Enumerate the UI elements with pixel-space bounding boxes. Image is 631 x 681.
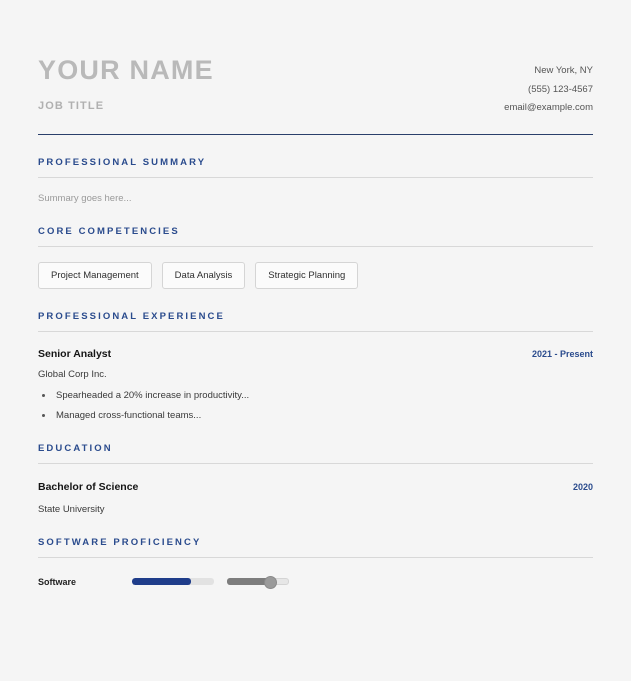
section-title-software: SOFTWARE PROFICIENCY [38,536,202,548]
summary-text[interactable]: Summary goes here... [38,192,132,204]
contact-phone: (555) 123-4567 [528,83,593,95]
education-year[interactable]: 2020 [572,481,593,492]
section-title-summary: PROFESSIONAL SUMMARY [38,156,207,168]
resume-header [38,0,593,118]
section-title-education: EDUCATION [38,442,113,454]
experience-bullet-list [38,390,593,421]
software-progress-fill [132,578,191,585]
competency-chip[interactable]: Project Management [38,262,152,289]
experience-organization[interactable]: Global Corp Inc. [38,368,107,380]
contact-block [504,56,593,118]
name-block [38,56,214,112]
software-proficiency-slider[interactable] [227,578,289,585]
section-divider-summary [38,177,593,178]
software-progress-bar [132,578,214,585]
resume-sheet [38,0,593,681]
contact-location: New York, NY [534,65,593,76]
page-title: YOUR NAME [38,55,214,85]
section-title-experience: PROFESSIONAL EXPERIENCE [38,310,225,322]
competency-chip[interactable]: Data Analysis [162,262,246,289]
section-divider-software [38,557,593,558]
section-divider-education [38,463,593,464]
software-skill-label: Software [38,576,77,587]
section-title-competencies: CORE COMPETENCIES [38,225,180,237]
contact-email: email@example.com [504,102,593,114]
header-divider [38,134,593,135]
list-item[interactable]: Managed cross-functional teams... [38,410,593,421]
section-professional-summary [38,157,593,204]
section-education [38,443,593,515]
section-software-proficiency [38,537,593,587]
section-core-competencies [38,226,593,289]
software-skill-row [38,577,593,587]
competency-chip[interactable]: Strategic Planning [255,262,358,289]
section-professional-experience [38,311,593,421]
job-title: JOB TITLE [38,99,105,112]
experience-role[interactable]: Senior Analyst [38,347,112,360]
education-school[interactable]: State University [38,503,105,515]
list-item[interactable]: Spearheaded a 20% increase in productivity... [38,390,593,401]
section-divider-experience [38,331,593,332]
experience-entry-head [38,348,593,360]
competency-chip-list [38,262,593,289]
slider-thumb[interactable] [264,576,277,589]
experience-entry [38,348,593,421]
section-divider-competencies [38,246,593,247]
education-degree[interactable]: Bachelor of Science [38,480,139,493]
education-entry-head [38,481,593,493]
experience-date[interactable]: 2021 - Present [531,348,593,359]
